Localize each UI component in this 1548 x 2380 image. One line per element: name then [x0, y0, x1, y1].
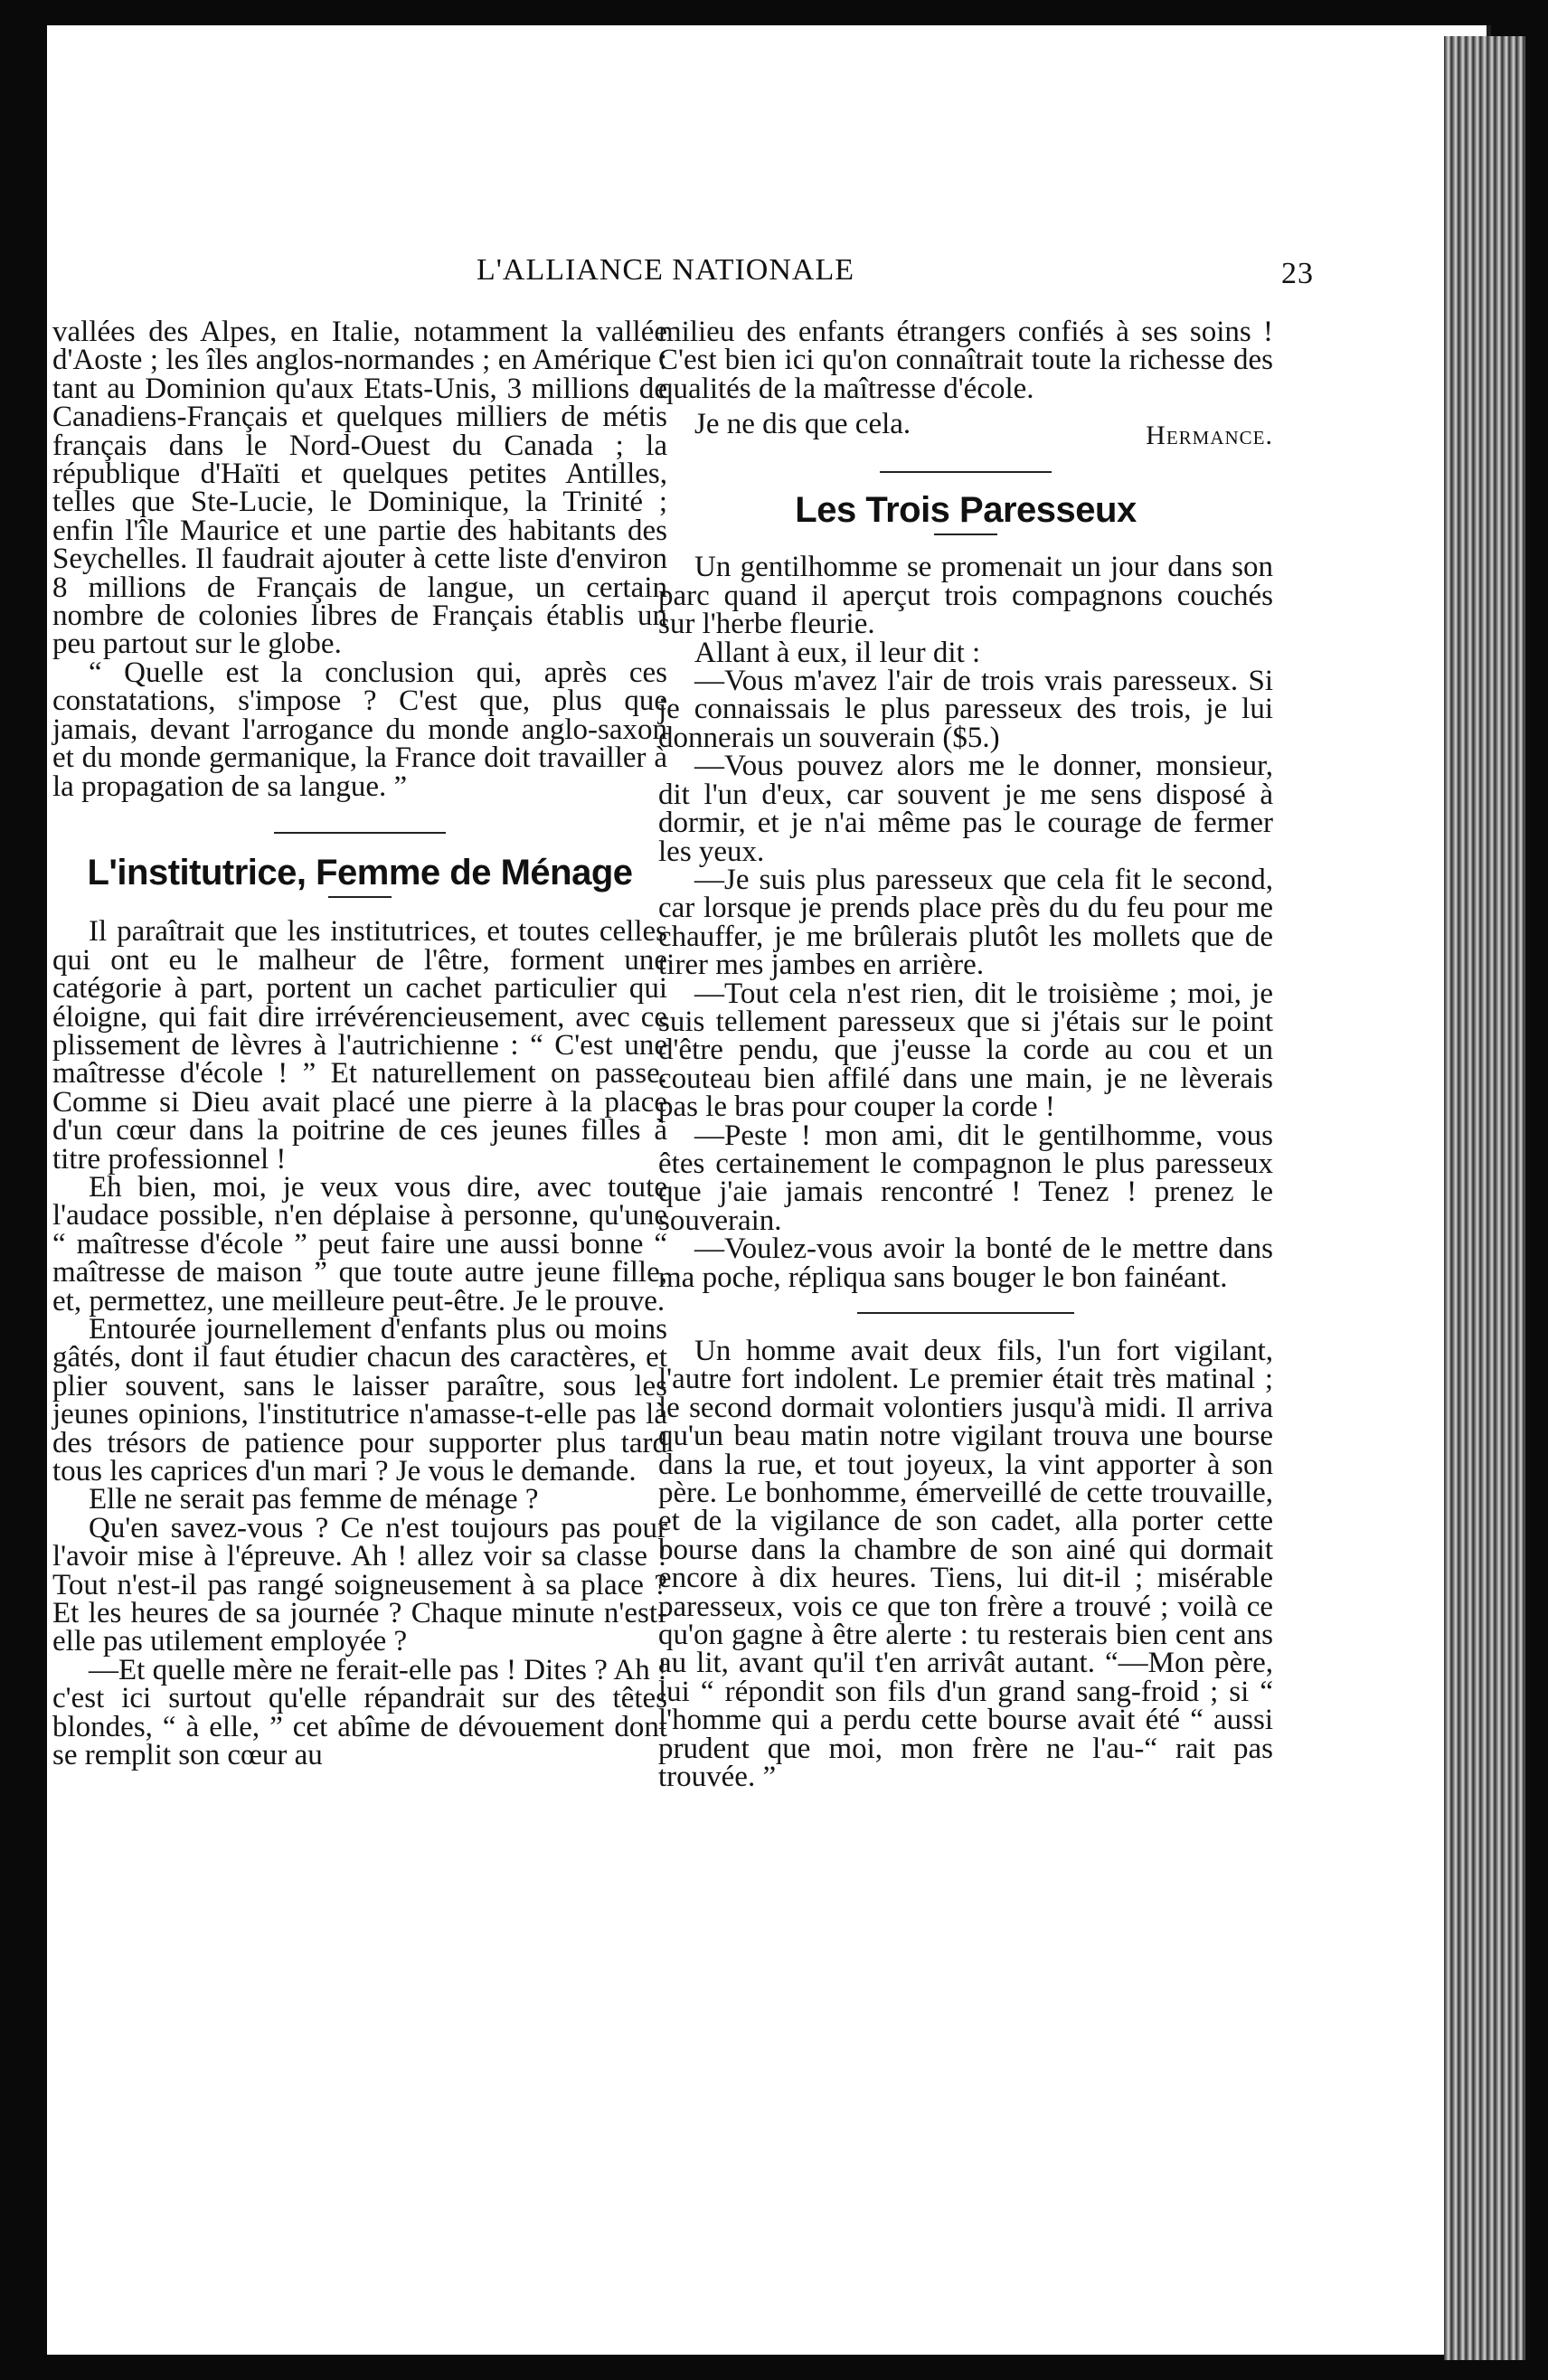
title-rule [934, 534, 997, 535]
article-title: Les Trois Paresseux [795, 490, 1137, 531]
page-number: 23 [1281, 257, 1314, 290]
paragraph: Je ne dis que cela. [694, 408, 911, 441]
paragraph: —Voulez-vous avoir la bonté de le mettre dans ma poche, répliqua sans bouger le bon fainéant. [658, 1232, 1273, 1294]
paragraph: Un gentilhomme se promenait un jour dans son parc quand il aperçut trois compagnons couchés sur l'herbe fleurie. [658, 551, 1273, 641]
right-column [658, 318, 1273, 1792]
paragraph: Qu'en savez-vous ? Ce n'est toujours pas pour l'avoir mise à l'épreuve. Ah ! allez voir sa classe ! Tout n'est-il pas rangé soigneusement à sa place ? Et les heures de sa journée ? Chaque minute n'est-elle pas utilement employée ? [52, 1511, 667, 1658]
paragraph: —Peste ! mon ami, dit le gentilhomme, vous êtes certainement le compagnon le plus paresseux que j'aie jamais rencontré ! Tenez ! prenez le souverain. [658, 1119, 1273, 1237]
paragraph: Allant à eux, il leur dit : [694, 636, 981, 669]
signature: Hermance. [1146, 420, 1273, 450]
journal-title: L'ALLIANCE NATIONALE [477, 253, 854, 287]
title-rule [328, 896, 392, 898]
page-edges [1444, 36, 1525, 2360]
section-divider [274, 832, 446, 834]
paragraph: Un homme avait deux fils, l'un fort vigilant, l'autre fort indolent. Le premier était très matinal ; le second dormait volontiers jusqu'à midi. Il arriva qu'un beau matin notre vigilant trouva une bourse dans la rue, et tout joyeux, la vint apporter à son père. Le bonhomme, émerveillé de cette trouvaille, et de la vigilance de son cadet, alla porter cette bourse dans la chambre de son ainé qui dormait encore à dix heures. Tiens, lui dit-il ; misérable paresseux, vois ce que ton frère a trouvé ; voilà ce qu'on gagne à être alerte : tu resterais bien cent ans au lit, avant qu'il t'en arrivât autant. “—Mon père, lui “ répondit son fils d'un grand sang-froid ; si “ l'homme qui a perdu cette bourse avait été “ aussi prudent que moi, mon frère ne l'au-“ rait pas trouvée. ” [658, 1335, 1273, 1794]
paragraph: —Et quelle mère ne ferait-elle pas ! Dites ? Ah ! c'est ici surtout qu'elle répandrait sur des têtes blondes, “ à elle, ” cet abîme de dévouement dont se remplit son cœur au [52, 1653, 667, 1772]
paragraph: vallées des Alpes, en Italie, notamment la vallée d'Aoste ; les îles anglos-normandes ; en Amérique : tant au Dominion qu'aux Etats-Unis, 3 millions de Canadiens-Français et quelques milliers de métis français dans le Nord-Ouest du Canada ; la république d'Haïti et quelques petites Antilles, telles que Ste-Lucie, le Dominique, la Trinité ; enfin l'île Maurice et une partie des habitants des Seychelles. Il faudrait ajouter à cette liste d'environ 8 millions de Français de langue, un certain nombre de colonies libres de Français établis un peu partout sur le globe. [52, 316, 667, 661]
paragraph: —Tout cela n'est rien, dit le troisième ; moi, je suis tellement paresseux que si j'étais sur le point d'être pendu, que j'eusse la corde au cou et un couteau bien affilé dans une main, je ne lèverais pas le bras pour couper la corde ! [658, 977, 1273, 1124]
paragraph: Elle ne serait pas femme de ménage ? [89, 1483, 539, 1516]
section-divider [880, 471, 1052, 473]
paragraph: “ Quelle est la conclusion qui, après ces constatations, s'impose ? C'est que, plus que jamais, devant l'arrogance du monde anglo-saxon et du monde germanique, la France doit travailler à la propagation de sa langue. ” [52, 656, 667, 803]
left-column [52, 318, 667, 1771]
paragraph: —Je suis plus paresseux que cela fit le second, car lorsque je prends place près du du feu pour me chauffer, je me brûlerais plutôt les mollets que de tirer mes jambes en arrière. [658, 863, 1273, 982]
paragraph: Eh bien, moi, je veux vous dire, avec toute l'audace possible, n'en déplaise à personne, qu'une “ maîtresse d'école ” peut faire une aussi bonne “ maîtresse de maison ” que toute autre jeune fille, et, permettez, une meilleure peut-être. Je le prouve. [52, 1170, 667, 1318]
paragraph: Il paraîtrait que les institutrices, et toutes celles qui ont eu le malheur de l'être, forment une catégorie à part, portent un cachet particulier qui éloigne, qui fait dire irrévérencieusement, avec ce plissement de lèvres à l'autrichienne : “ C'est une maîtresse d'école ! ” Et naturellement on passe. Comme si Dieu avait placé une pierre à la place d'un cœur dans la poitrine de ces jeunes filles à titre professionnel ! [52, 915, 667, 1176]
paragraph: —Vous m'avez l'air de trois vrais paresseux. Si je connaissais le plus paresseux des trois, je lui donnerais un souverain ($5.) [658, 665, 1273, 754]
paragraph: milieu des enfants étrangers confiés à ses soins ! C'est bien ici qu'on connaîtrait toute la richesse des qualités de la maîtresse d'école. [658, 316, 1273, 405]
paragraph: Entourée journellement d'enfants plus ou moins gâtés, dont il faut étudier chacun des caractères, et plier souvent, sans le laisser paraître, sous les jeunes opinions, l'institutrice n'amasse-t-elle pas là des trésors de patience pour supporter plus tard tous les caprices d'un mari ? Je vous le demande. [52, 1313, 667, 1488]
section-divider [857, 1312, 1074, 1314]
article-title: L'institutrice, Femme de Ménage [87, 852, 633, 892]
paragraph: —Vous pouvez alors me le donner, monsieur, dit l'un d'eux, car souvent je me sens disposé à dormir, et je n'ai même pas le courage de fermer les yeux. [658, 750, 1273, 868]
